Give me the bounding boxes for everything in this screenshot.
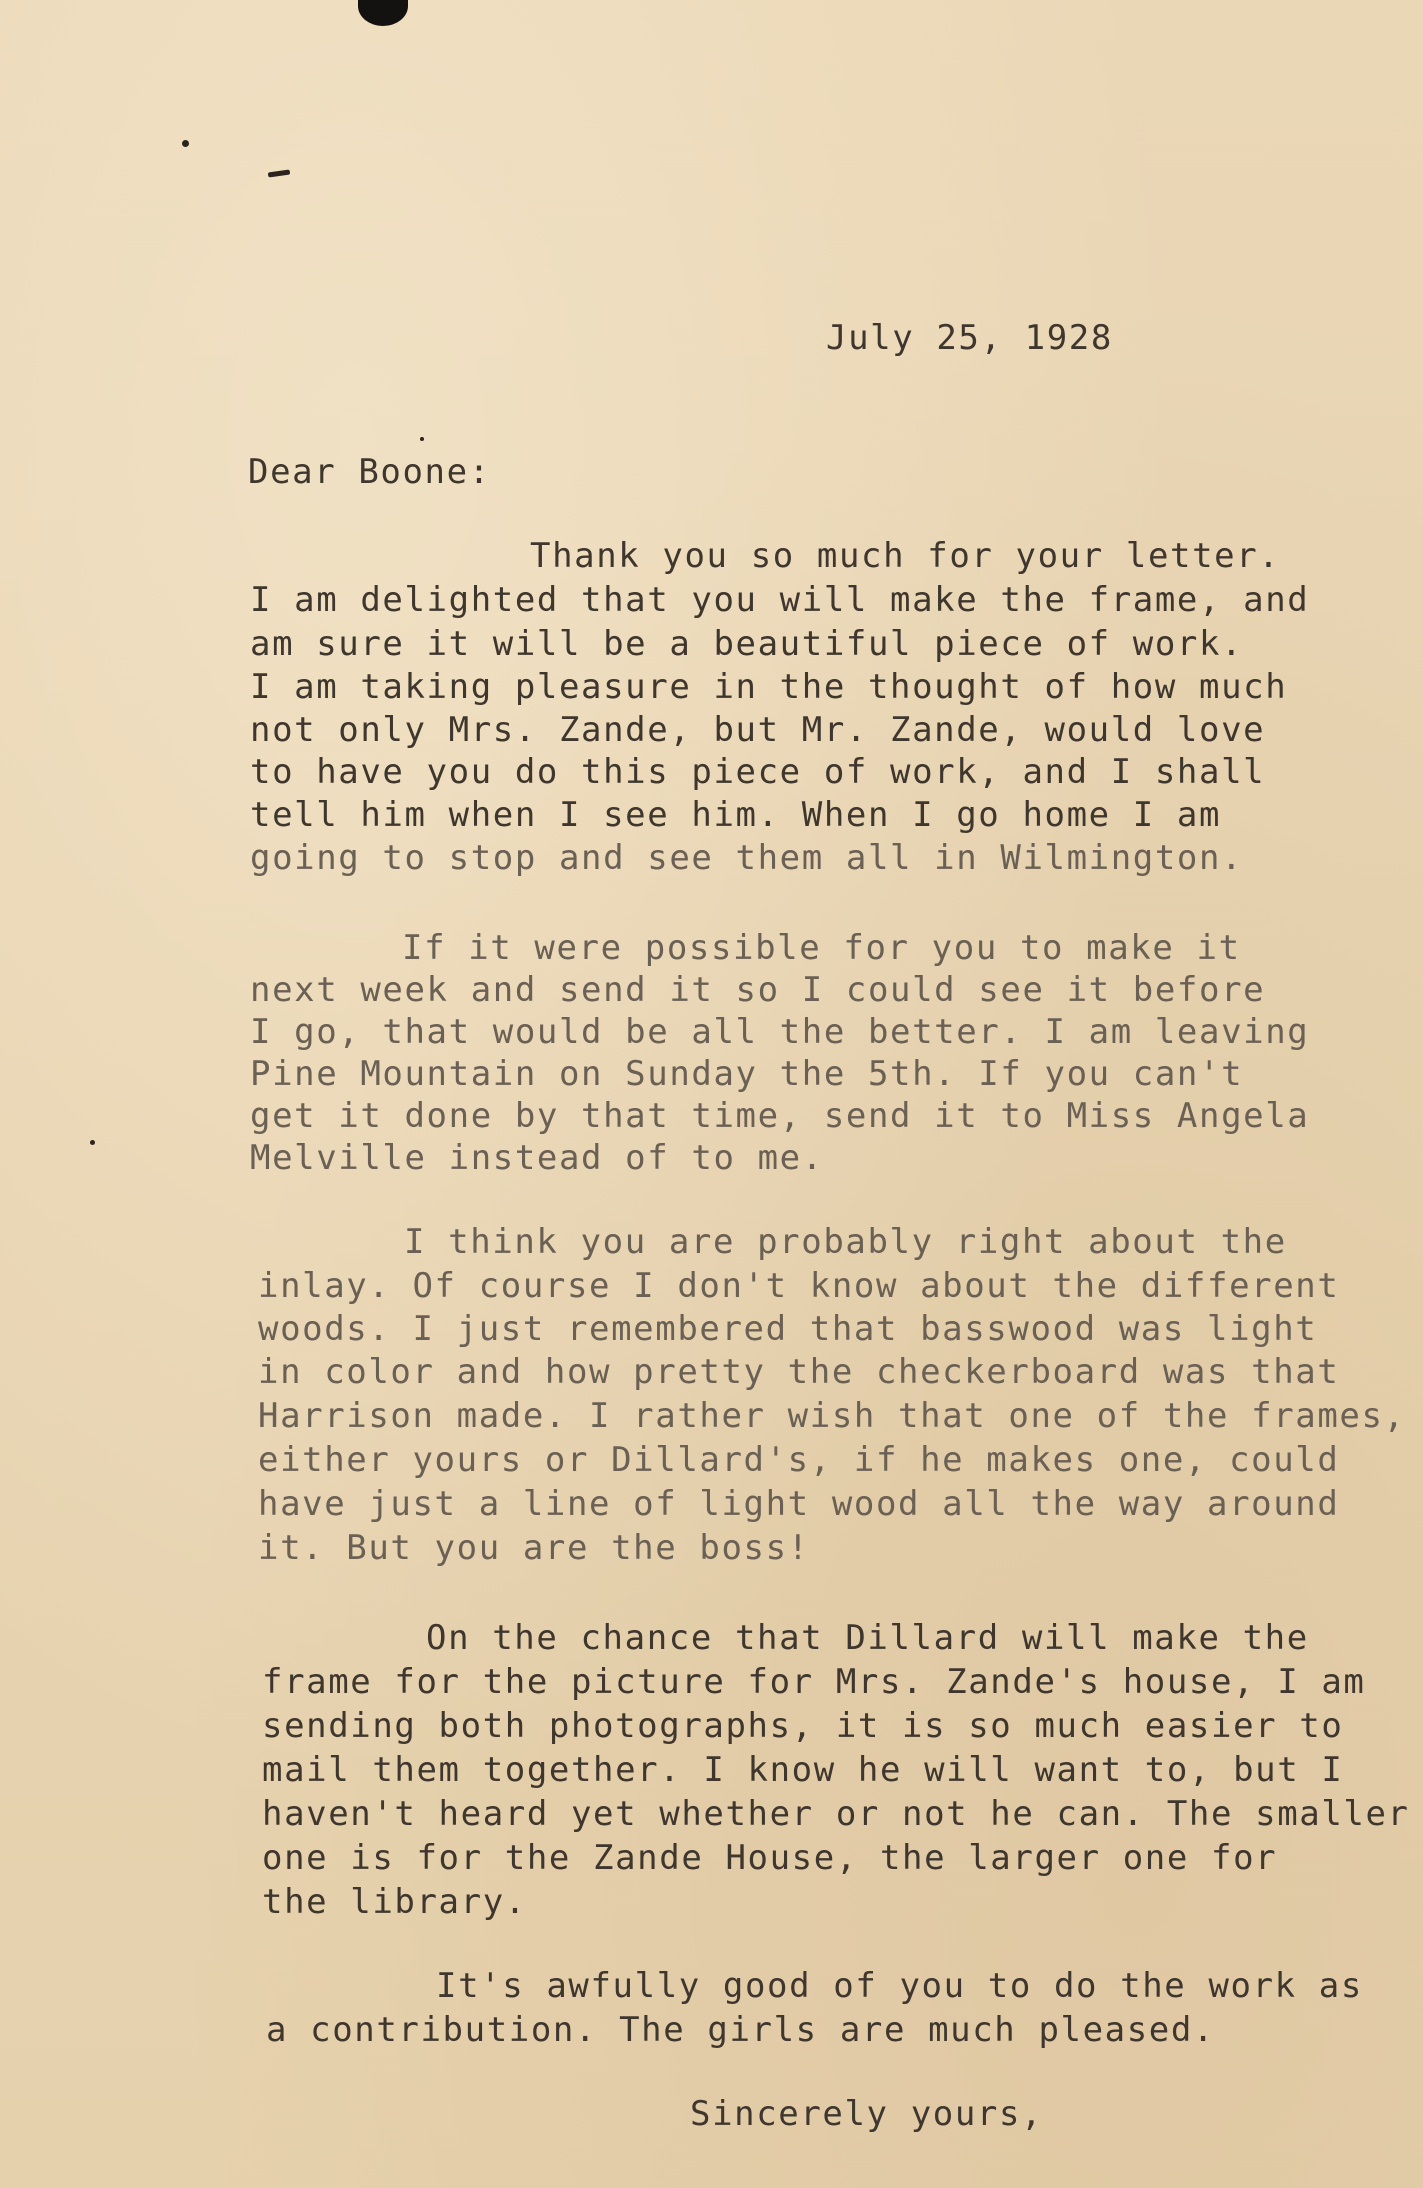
paragraph-3-line-5: Harrison made. I rather wish that one of the frames, (258, 1396, 1406, 1436)
paragraph-2-line-4: Pine Mountain on Sunday the 5th. If you can't (250, 1054, 1244, 1094)
salutation: Dear Boone: (248, 452, 491, 492)
paragraph-3-line-2: inlay. Of course I don't know about the different (258, 1266, 1340, 1306)
paragraph-4-line-3: sending both photographs, it is so much easier to (262, 1706, 1344, 1746)
ink-speck (420, 437, 424, 441)
paragraph-2-line-3: I go, that would be all the better. I am leaving (250, 1012, 1310, 1052)
paragraph-3-line-8: it. But you are the boss! (258, 1528, 810, 1568)
paragraph-4-line-7: the library. (262, 1882, 527, 1922)
paragraph-1-line-4: I am taking pleasure in the thought of how much (250, 667, 1288, 707)
paragraph-1-line-5: not only Mrs. Zande, but Mr. Zande, would love (250, 710, 1266, 750)
paragraph-3-line-7: have just a line of light wood all the way around (258, 1484, 1340, 1524)
paragraph-1-line-2: I am delighted that you will make the frame, and (250, 580, 1310, 620)
paragraph-1-line-7: tell him when I see him. When I go home I am (250, 795, 1222, 835)
paragraph-1-line-3: am sure it will be a beautiful piece of work. (250, 624, 1244, 664)
letter-date: July 25, 1928 (826, 318, 1113, 358)
ink-speck (182, 140, 189, 147)
punch-hole (358, 0, 408, 26)
paragraph-3-line-3: woods. I just remembered that basswood was light (258, 1309, 1318, 1349)
paragraph-3-line-4: in color and how pretty the checkerboard was that (258, 1352, 1340, 1392)
ink-speck (90, 1140, 95, 1145)
paragraph-4-line-1: On the chance that Dillard will make the (426, 1618, 1309, 1658)
paragraph-1-line-6: to have you do this piece of work, and I shall (250, 752, 1266, 792)
paragraph-1-line-1: Thank you so much for your letter. (530, 536, 1281, 576)
paragraph-2-line-5: get it done by that time, send it to Miss Angela (250, 1096, 1310, 1136)
paragraph-1-line-8: going to stop and see them all in Wilmington. (250, 838, 1244, 878)
paragraph-3-line-6: either yours or Dillard's, if he makes one, could (258, 1440, 1340, 1480)
paragraph-4-line-4: mail them together. I know he will want to, but I (262, 1750, 1344, 1790)
paragraph-2-line-2: next week and send it so I could see it before (250, 970, 1266, 1010)
ink-speck (268, 169, 290, 177)
paragraph-2-line-1: If it were possible for you to make it (402, 928, 1241, 968)
paragraph-4-line-6: one is for the Zande House, the larger one for (262, 1838, 1278, 1878)
paragraph-4-line-2: frame for the picture for Mrs. Zande's house, I am (262, 1662, 1366, 1702)
paragraph-2-line-6: Melville instead of to me. (250, 1138, 824, 1178)
paragraph-5-line-2: a contribution. The girls are much pleased. (266, 2010, 1215, 2050)
closing: Sincerely yours, (690, 2094, 1044, 2134)
paragraph-5-line-1: It's awfully good of you to do the work as (436, 1966, 1363, 2006)
paragraph-4-line-5: haven't heard yet whether or not he can. The smaller (262, 1794, 1410, 1834)
paragraph-3-line-1: I think you are probably right about the (404, 1222, 1287, 1262)
